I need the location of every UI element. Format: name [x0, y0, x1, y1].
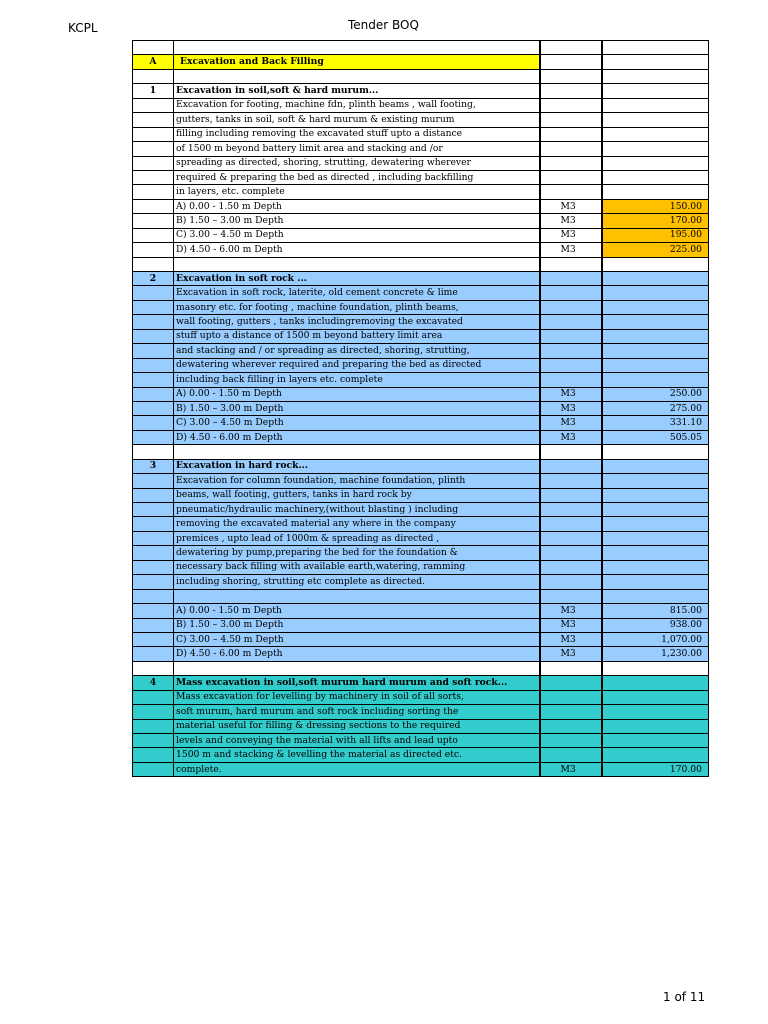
item-number-cell[interactable] [133, 734, 174, 748]
item-number-cell[interactable]: 3 [133, 459, 174, 473]
unit-cell[interactable] [540, 98, 602, 112]
unit-cell[interactable] [540, 69, 602, 83]
table-row [133, 113, 709, 127]
rate-cell[interactable] [602, 156, 709, 170]
unit-cell[interactable] [540, 719, 602, 733]
description-cell[interactable]: filling including removing the excavated stuff upto a distance [174, 127, 540, 141]
rate-cell[interactable]: 150.00 [602, 199, 709, 213]
rate-cell[interactable] [602, 41, 709, 55]
rate-cell[interactable] [602, 748, 709, 762]
rate-cell[interactable]: 170.00 [602, 762, 709, 776]
item-number-cell[interactable] [133, 156, 174, 170]
table-row [133, 459, 709, 473]
description-cell[interactable]: soft murum, hard murum and soft rock including sorting the [174, 705, 540, 719]
rate-cell[interactable] [602, 142, 709, 156]
rate-cell[interactable] [602, 69, 709, 83]
description-cell[interactable]: A) 0.00 - 1.50 m Depth [174, 604, 540, 618]
table-row [133, 185, 709, 199]
description-cell[interactable]: B) 1.50 – 3.00 m Depth [174, 401, 540, 415]
item-number-cell[interactable] [133, 474, 174, 488]
description-cell[interactable]: dewatering wherever required and preparing the bed as directed [174, 358, 540, 372]
description-cell[interactable]: removing the excavated material any where in the company [174, 517, 540, 531]
rate-cell[interactable] [602, 503, 709, 517]
table-row [133, 315, 709, 329]
document-title: Tender BOQ [348, 18, 419, 32]
rate-cell[interactable] [602, 84, 709, 98]
item-number-cell[interactable] [133, 170, 174, 184]
rate-cell[interactable] [602, 676, 709, 690]
item-number-cell[interactable]: A [133, 55, 174, 69]
unit-cell[interactable] [540, 676, 602, 690]
table-row [133, 344, 709, 358]
boq-table [132, 40, 709, 777]
unit-cell[interactable]: M3 [540, 618, 602, 632]
table-row [133, 734, 709, 748]
table-row [133, 690, 709, 704]
unit-cell[interactable] [540, 589, 602, 603]
item-number-cell[interactable]: 1 [133, 84, 174, 98]
unit-cell[interactable]: M3 [540, 416, 602, 430]
description-cell[interactable]: D) 4.50 - 6.00 m Depth [174, 430, 540, 444]
rate-cell[interactable]: 331.10 [602, 416, 709, 430]
item-number-cell[interactable] [133, 243, 174, 257]
item-number-cell[interactable] [133, 113, 174, 127]
description-cell[interactable]: Mass excavation for levelling by machinery in soil of all sorts, [174, 690, 540, 704]
item-number-cell[interactable] [133, 69, 174, 83]
description-cell[interactable]: Excavation in hard rock... [174, 459, 540, 473]
description-cell[interactable]: including back filling in layers etc. complete [174, 373, 540, 387]
table-row [133, 517, 709, 531]
rate-cell[interactable] [602, 734, 709, 748]
description-cell[interactable]: Excavation in soft rock ... [174, 272, 540, 286]
rate-cell[interactable] [602, 445, 709, 459]
item-number-cell[interactable] [133, 373, 174, 387]
unit-cell[interactable] [540, 41, 602, 55]
rate-cell[interactable]: 225.00 [602, 243, 709, 257]
description-cell[interactable]: spreading as directed, shoring, strutting, dewatering wherever [174, 156, 540, 170]
item-number-cell[interactable] [133, 387, 174, 401]
item-number-cell[interactable]: 2 [133, 272, 174, 286]
item-number-cell[interactable] [133, 430, 174, 444]
item-number-cell[interactable] [133, 228, 174, 242]
description-cell[interactable]: in layers, etc. complete [174, 185, 540, 199]
table-row [133, 546, 709, 560]
rate-cell[interactable] [602, 719, 709, 733]
table-row [133, 286, 709, 300]
table-row [133, 214, 709, 228]
rate-cell[interactable] [602, 531, 709, 545]
unit-cell[interactable] [540, 748, 602, 762]
description-cell[interactable] [174, 69, 540, 83]
description-cell[interactable]: and stacking and / or spreading as directed, shoring, strutting, [174, 344, 540, 358]
rate-cell[interactable] [602, 358, 709, 372]
table-row [133, 98, 709, 112]
table-row [133, 531, 709, 545]
rate-cell[interactable] [602, 113, 709, 127]
table-row [133, 604, 709, 618]
table-row [133, 416, 709, 430]
rate-cell[interactable] [602, 459, 709, 473]
description-cell[interactable]: C) 3.00 – 4.50 m Depth [174, 416, 540, 430]
description-cell[interactable]: 1500 m and stacking & levelling the material as directed etc. [174, 748, 540, 762]
unit-cell[interactable]: M3 [540, 647, 602, 661]
item-number-cell[interactable] [133, 531, 174, 545]
item-number-cell[interactable] [133, 445, 174, 459]
table-row [133, 156, 709, 170]
description-cell[interactable]: wall footing, gutters , tanks includingremoving the excavated [174, 315, 540, 329]
description-cell[interactable]: premices , upto lead of 1000m & spreading as directed , [174, 531, 540, 545]
table-row [133, 84, 709, 98]
item-number-cell[interactable] [133, 517, 174, 531]
description-cell[interactable] [174, 257, 540, 271]
item-number-cell[interactable] [133, 41, 174, 55]
table-row [133, 300, 709, 314]
rate-cell[interactable] [602, 315, 709, 329]
item-number-cell[interactable] [133, 503, 174, 517]
page-indicator: 1 of 11 [663, 990, 706, 1004]
description-cell[interactable]: C) 3.00 – 4.50 m Depth [174, 632, 540, 646]
unit-cell[interactable] [540, 156, 602, 170]
table-row [133, 228, 709, 242]
rate-cell[interactable]: 1,070.00 [602, 632, 709, 646]
unit-cell[interactable] [540, 170, 602, 184]
item-number-cell[interactable] [133, 589, 174, 603]
unit-cell[interactable] [540, 575, 602, 589]
item-number-cell[interactable] [133, 199, 174, 213]
unit-cell[interactable] [540, 127, 602, 141]
unit-cell[interactable]: M3 [540, 401, 602, 415]
item-number-cell[interactable] [133, 300, 174, 314]
item-number-cell[interactable] [133, 719, 174, 733]
table-row [133, 272, 709, 286]
description-cell[interactable]: Mass excavation in soil,soft murum hard murum and soft rock... [174, 676, 540, 690]
unit-cell[interactable] [540, 488, 602, 502]
rate-cell[interactable]: 170.00 [602, 214, 709, 228]
description-cell[interactable]: of 1500 m beyond battery limit area and stacking and /or [174, 142, 540, 156]
table-row [133, 373, 709, 387]
rate-cell[interactable]: 250.00 [602, 387, 709, 401]
item-number-cell[interactable] [133, 416, 174, 430]
description-cell[interactable]: D) 4.50 - 6.00 m Depth [174, 647, 540, 661]
unit-cell[interactable] [540, 113, 602, 127]
unit-cell[interactable]: M3 [540, 632, 602, 646]
unit-cell[interactable] [540, 185, 602, 199]
item-number-cell[interactable] [133, 286, 174, 300]
rate-cell[interactable] [602, 517, 709, 531]
table-row [133, 647, 709, 661]
unit-cell[interactable] [540, 705, 602, 719]
unit-cell[interactable] [540, 272, 602, 286]
table-row [133, 127, 709, 141]
rate-cell[interactable]: 938.00 [602, 618, 709, 632]
rate-cell[interactable] [602, 373, 709, 387]
description-cell[interactable]: Excavation in soil,soft & hard murum... [174, 84, 540, 98]
description-cell[interactable]: B) 1.50 – 3.00 m Depth [174, 214, 540, 228]
unit-cell[interactable] [540, 55, 602, 69]
unit-cell[interactable] [540, 257, 602, 271]
item-number-cell[interactable] [133, 575, 174, 589]
unit-cell[interactable]: M3 [540, 762, 602, 776]
rate-cell[interactable] [602, 272, 709, 286]
description-cell[interactable]: necessary back filling with available earth,watering, ramming [174, 560, 540, 574]
description-cell[interactable]: C) 3.00 – 4.50 m Depth [174, 228, 540, 242]
description-cell[interactable]: including shoring, strutting etc complete as directed. [174, 575, 540, 589]
description-cell[interactable]: complete. [174, 762, 540, 776]
unit-cell[interactable]: M3 [540, 199, 602, 213]
table-row [133, 142, 709, 156]
company-name: KCPL [68, 21, 98, 35]
rate-cell[interactable] [602, 344, 709, 358]
description-cell[interactable]: Excavation in soft rock, laterite, old cement concrete & lime [174, 286, 540, 300]
description-cell[interactable] [174, 589, 540, 603]
table-row [133, 69, 709, 83]
table-row [133, 199, 709, 213]
description-cell[interactable] [174, 661, 540, 675]
table-row [133, 705, 709, 719]
item-number-cell[interactable] [133, 604, 174, 618]
item-number-cell[interactable] [133, 748, 174, 762]
unit-cell[interactable] [540, 459, 602, 473]
boq-sheet [132, 40, 708, 777]
description-cell[interactable]: stuff upto a distance of 1500 m beyond battery limit area [174, 329, 540, 343]
unit-cell[interactable] [540, 142, 602, 156]
rate-cell[interactable] [602, 705, 709, 719]
table-row [133, 618, 709, 632]
rate-cell[interactable] [602, 127, 709, 141]
rate-cell[interactable]: 815.00 [602, 604, 709, 618]
unit-cell[interactable] [540, 344, 602, 358]
item-number-cell[interactable] [133, 546, 174, 560]
item-number-cell[interactable] [133, 632, 174, 646]
rate-cell[interactable] [602, 474, 709, 488]
rate-cell[interactable] [602, 560, 709, 574]
unit-cell[interactable]: M3 [540, 604, 602, 618]
description-cell[interactable]: Excavation and Back Filling [174, 55, 540, 69]
unit-cell[interactable] [540, 329, 602, 343]
rate-cell[interactable] [602, 300, 709, 314]
unit-cell[interactable] [540, 358, 602, 372]
unit-cell[interactable] [540, 84, 602, 98]
item-number-cell[interactable] [133, 401, 174, 415]
unit-cell[interactable]: M3 [540, 430, 602, 444]
rate-cell[interactable] [602, 575, 709, 589]
item-number-cell[interactable] [133, 690, 174, 704]
description-cell[interactable]: Excavation for column foundation, machine foundation, plinth [174, 474, 540, 488]
description-cell[interactable]: masonry etc. for footing , machine foundation, plinth beams, [174, 300, 540, 314]
description-cell[interactable]: dewatering by pump,preparing the bed for the foundation & [174, 546, 540, 560]
table-row [133, 575, 709, 589]
table-row [133, 488, 709, 502]
table-row [133, 430, 709, 444]
table-row [133, 41, 709, 55]
rate-cell[interactable] [602, 286, 709, 300]
unit-cell[interactable] [540, 315, 602, 329]
item-number-cell[interactable] [133, 762, 174, 776]
description-cell[interactable]: material useful for filling & dressing sections to the required [174, 719, 540, 733]
unit-cell[interactable]: M3 [540, 228, 602, 242]
unit-cell[interactable] [540, 445, 602, 459]
rate-cell[interactable] [602, 185, 709, 199]
description-cell[interactable]: beams, wall footing, gutters, tanks in hard rock by [174, 488, 540, 502]
unit-cell[interactable]: M3 [540, 243, 602, 257]
unit-cell[interactable] [540, 503, 602, 517]
table-row [133, 445, 709, 459]
table-row [133, 661, 709, 675]
table-row [133, 503, 709, 517]
unit-cell[interactable] [540, 300, 602, 314]
table-row [133, 170, 709, 184]
rate-cell[interactable] [602, 589, 709, 603]
unit-cell[interactable] [540, 661, 602, 675]
table-row [133, 257, 709, 271]
unit-cell[interactable] [540, 286, 602, 300]
table-row [133, 762, 709, 776]
item-number-cell[interactable] [133, 488, 174, 502]
rate-cell[interactable] [602, 661, 709, 675]
rate-cell[interactable] [602, 55, 709, 69]
description-cell[interactable]: pneumatic/hydraulic machinery,(without blasting ) including [174, 503, 540, 517]
table-row [133, 401, 709, 415]
item-number-cell[interactable] [133, 315, 174, 329]
rate-cell[interactable]: 195.00 [602, 228, 709, 242]
table-row [133, 589, 709, 603]
table-row [133, 632, 709, 646]
unit-cell[interactable] [540, 734, 602, 748]
unit-cell[interactable]: M3 [540, 214, 602, 228]
description-cell[interactable]: required & preparing the bed as directed , including backfilling [174, 170, 540, 184]
item-number-cell[interactable] [133, 358, 174, 372]
unit-cell[interactable] [540, 373, 602, 387]
unit-cell[interactable]: M3 [540, 387, 602, 401]
item-number-cell[interactable] [133, 142, 174, 156]
description-cell[interactable]: Excavation for footing, machine fdn, plinth beams , wall footing, [174, 98, 540, 112]
section-row [133, 55, 709, 69]
table-row [133, 358, 709, 372]
rate-cell[interactable] [602, 546, 709, 560]
item-number-cell[interactable] [133, 185, 174, 199]
item-number-cell[interactable] [133, 214, 174, 228]
unit-cell[interactable] [540, 474, 602, 488]
table-row [133, 676, 709, 690]
item-number-cell[interactable] [133, 98, 174, 112]
item-number-cell[interactable] [133, 560, 174, 574]
rate-cell[interactable]: 275.00 [602, 401, 709, 415]
description-cell[interactable]: A) 0.00 - 1.50 m Depth [174, 387, 540, 401]
rate-cell[interactable] [602, 690, 709, 704]
table-row [133, 719, 709, 733]
item-number-cell[interactable] [133, 344, 174, 358]
item-number-cell[interactable] [133, 257, 174, 271]
table-row [133, 243, 709, 257]
rate-cell[interactable]: 505.05 [602, 430, 709, 444]
item-number-cell[interactable] [133, 647, 174, 661]
table-row [133, 329, 709, 343]
table-row [133, 387, 709, 401]
unit-cell[interactable] [540, 546, 602, 560]
item-number-cell[interactable] [133, 705, 174, 719]
item-number-cell[interactable]: 4 [133, 676, 174, 690]
table-row [133, 560, 709, 574]
item-number-cell[interactable] [133, 618, 174, 632]
table-row [133, 474, 709, 488]
table-row [133, 748, 709, 762]
description-cell[interactable]: gutters, tanks in soil, soft & hard murum & existing murum [174, 113, 540, 127]
rate-cell[interactable] [602, 170, 709, 184]
rate-cell[interactable]: 1,230.00 [602, 647, 709, 661]
unit-cell[interactable] [540, 531, 602, 545]
unit-cell[interactable] [540, 690, 602, 704]
rate-cell[interactable] [602, 98, 709, 112]
description-cell[interactable] [174, 445, 540, 459]
item-number-cell[interactable] [133, 127, 174, 141]
description-cell[interactable]: A) 0.00 - 1.50 m Depth [174, 199, 540, 213]
rate-cell[interactable] [602, 488, 709, 502]
description-cell[interactable] [174, 41, 540, 55]
description-cell[interactable]: B) 1.50 – 3.00 m Depth [174, 618, 540, 632]
unit-cell[interactable] [540, 517, 602, 531]
description-cell[interactable]: D) 4.50 - 6.00 m Depth [174, 243, 540, 257]
item-number-cell[interactable] [133, 329, 174, 343]
rate-cell[interactable] [602, 257, 709, 271]
item-number-cell[interactable] [133, 661, 174, 675]
unit-cell[interactable] [540, 560, 602, 574]
description-cell[interactable]: levels and conveying the material with all lifts and lead upto [174, 734, 540, 748]
rate-cell[interactable] [602, 329, 709, 343]
